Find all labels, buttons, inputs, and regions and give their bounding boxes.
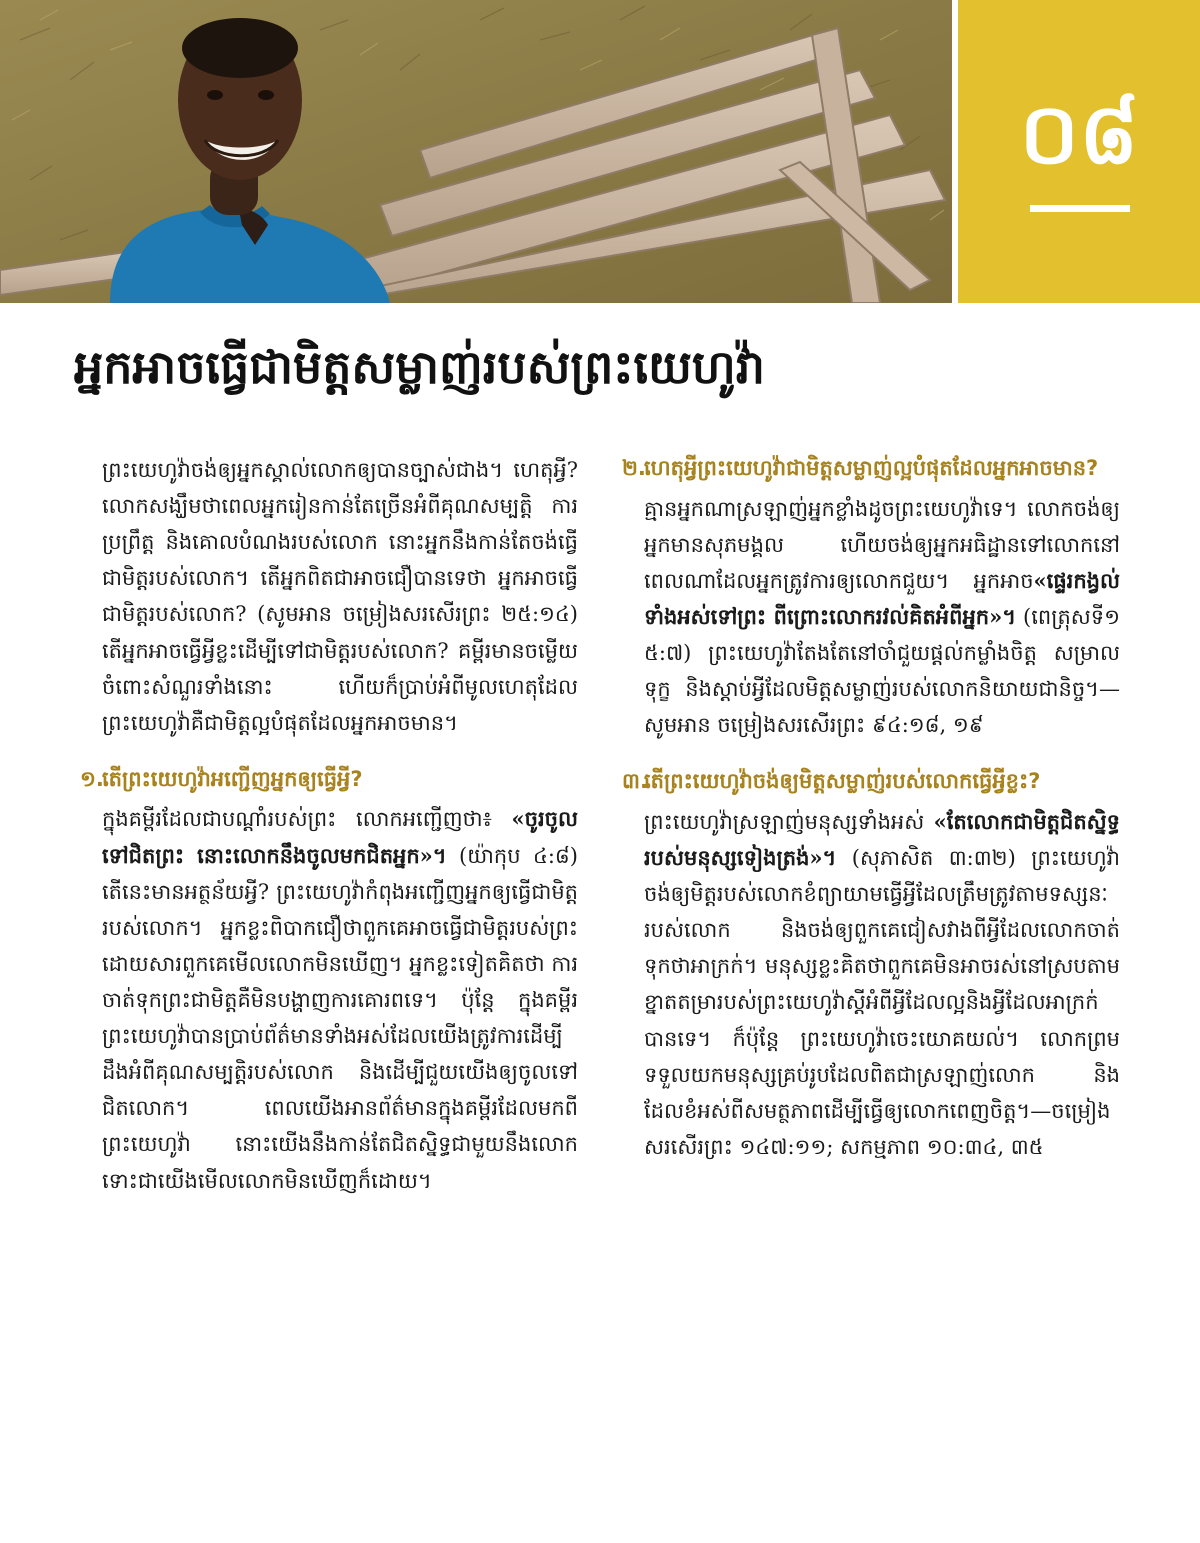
question-number: ១. [80, 766, 104, 791]
answer-paragraph-2 [622, 491, 1120, 744]
right-column [622, 452, 1120, 1165]
answer-text: (ពេត្រុសទី១ ៥:៧) ព្រះយេហូវ៉ាតែងតែនៅចាំជួយផ្ដល់កម្លាំងចិត្ត សម្រាលទុក្ខ និងស្ដាប់អ្វីដែលមិត្តសម្លាញ់របស់លោកនិយាយជានិច្ច។—សូមអាន ចម្រៀងសរសើរព្រះ ៩៤:១៨, ១៩ [644, 604, 1121, 738]
hero-photo [0, 0, 952, 303]
question-text: តើព្រះយេហូវ៉ាចង់ឲ្យមិត្តសម្លាញ់របស់លោកធ្វើអ្វីខ្លះ? [644, 769, 1041, 794]
scripture-quote: «ចូរចូលទៅជិតព្រះ នោះលោកនឹងចូលមកជិតអ្នក»។ [102, 806, 578, 868]
question-number: ២. [622, 456, 646, 480]
scripture-quote: «ផ្ទេរកង្វល់ទាំងអស់ទៅព្រះ ពីព្រោះលោករវល់គិតអំពីអ្នក»។ [644, 567, 1120, 629]
question-heading-2 [622, 452, 1120, 485]
question-text: តើព្រះយេហូវ៉ាអញ្ជើញអ្នកឲ្យធ្វើអ្វី? [102, 766, 363, 791]
answer-text: ព្រះយេហូវ៉ាស្រឡាញ់មនុស្សទាំងអស់ [644, 809, 934, 834]
question-heading-1 [80, 763, 578, 796]
intro-paragraph: ព្រះយេហូវ៉ាចង់ឲ្យអ្នកស្គាល់លោកឲ្យបានច្បាស់ជាង។ ហេតុអ្វី? លោកសង្ឃឹមថាពេលអ្នករៀនកាន់តែច្រើនអំពីគុណសម្បត្តិ ការប្រព្រឹត្ត និងគោលបំណងរបស់លោក នោះអ្នកនឹងកាន់តែចង់ធ្វើជាមិត្តរបស់លោក។ តើអ្នកពិតជាអាចជឿបានទេថា អ្នកអាចធ្វើជាមិត្តរបស់លោក? (សូមអាន ចម្រៀងសរសើរព្រះ ២៥:១៤) តើអ្នកអាចធ្វើអ្វីខ្លះដើម្បីទៅជាមិត្តរបស់លោក? គម្ពីរមានចម្លើយចំពោះសំណួរទាំងនោះ ហើយក៏ប្រាប់អំពីមូលហេតុដែលព្រះយេហូវ៉ាគឺជាមិត្តល្អបំផុតដែលអ្នកអាចមាន។ [102, 458, 578, 735]
question-heading-3 [622, 765, 1120, 798]
answer-text: គ្មានអ្នកណាស្រឡាញ់អ្នកខ្លាំងដូចព្រះយេហូវ៉ាទេ។ លោកចង់ឲ្យអ្នកមានសុភមង្គល ហើយចង់ឲ្យអ្នកអធិដ្ឋានទៅលោកនៅពេលណាដែលអ្នកត្រូវការឲ្យលោកជួយ។ អ្នកអាច [644, 496, 1120, 593]
answer-paragraph-1 [80, 801, 578, 1198]
lesson-number-underline [1030, 205, 1130, 212]
answer-text: (សុភាសិត ៣:៣២) ព្រះយេហូវ៉ាចង់ឲ្យមិត្តរបស់លោកខំព្យាយាមធ្វើអ្វីដែលត្រឹមត្រូវតាមទស្សនៈរបស់លោក និងចង់ឲ្យពួកគេជៀសវាងពីអ្វីដែលលោកចាត់ទុកថាអាក្រក់។ មនុស្សខ្លះគិតថាពួកគេមិនអាចរស់នៅស្របតាមខ្នាតតម្រារបស់ព្រះយេហូវ៉ាស្ដីអំពីអ្វីដែលល្អនិងអ្វីដែលអាក្រក់បានទេ។ ក៏ប៉ុន្តែ ព្រះយេហូវ៉ាចេះយោគយល់។ លោកព្រមទទួលយកមនុស្សគ្រប់រូបដែលពិតជាស្រឡាញ់លោក និងដែលខំអស់ពីសមត្ថភាពដើម្បីធ្វើឲ្យលោកពេញចិត្ត។—ចម្រៀងសរសើរព្រះ ១៤៧:១១; សកម្មភាព ១០:៣៤, ៣៥ [644, 845, 1120, 1159]
answer-text: ក្នុងគម្ពីរដែលជាបណ្ដាំរបស់ព្រះ លោកអញ្ជើញថា៖ [102, 807, 512, 832]
lesson-number-box [958, 0, 1200, 303]
answer-text: (យ៉ាកុប ៤:៨) តើនេះមានអត្ថន័យអ្វី? ព្រះយេហូវ៉ាកំពុងអញ្ជើញអ្នកឲ្យធ្វើជាមិត្តរបស់លោក។ អ្នកខ្លះពិបាកជឿថាពួកគេអាចធ្វើជាមិត្តរបស់ព្រះ ដោយសារពួកគេមើលលោកមិនឃើញ។ អ្នកខ្លះទៀតគិតថា ការចាត់ទុកព្រះជាមិត្តគឺមិនបង្ហាញការគោរពទេ។ ប៉ុន្តែ ក្នុងគម្ពីរ ព្រះយេហូវ៉ាបានប្រាប់ព័ត៌មានទាំងអស់ដែលយើងត្រូវការដើម្បីដឹងអំពីគុណសម្បត្តិរបស់លោក និងដើម្បីជួយយើងឲ្យចូលទៅជិតលោក។ ពេលយើងអានព័ត៌មានក្នុងគម្ពីរដែលមកពីព្រះយេហូវ៉ា នោះយើងនឹងកាន់តែជិតស្និទ្ធជាមួយនឹងលោក ទោះជាយើងមើលលោកមិនឃើញក៏ដោយ។ [102, 843, 578, 1193]
lesson-number: ០៨ [1019, 85, 1139, 183]
left-column [80, 452, 578, 1199]
question-number: ៣. [622, 769, 648, 794]
question-text: ហេតុអ្វីព្រះយេហូវ៉ាជាមិត្តសម្លាញ់ល្អបំផុតដែលអ្នកអាចមាន? [644, 456, 1099, 480]
page-title: អ្នកអាចធ្វើជាមិត្តសម្លាញ់របស់ព្រះយេហូវ៉ា [74, 340, 765, 394]
scripture-quote: «តែលោកជាមិត្តជិតស្និទ្ធរបស់មនុស្សទៀងត្រង់»។ [644, 808, 1120, 870]
hero-photo-illustration [0, 0, 952, 303]
answer-paragraph-3 [622, 804, 1120, 1165]
